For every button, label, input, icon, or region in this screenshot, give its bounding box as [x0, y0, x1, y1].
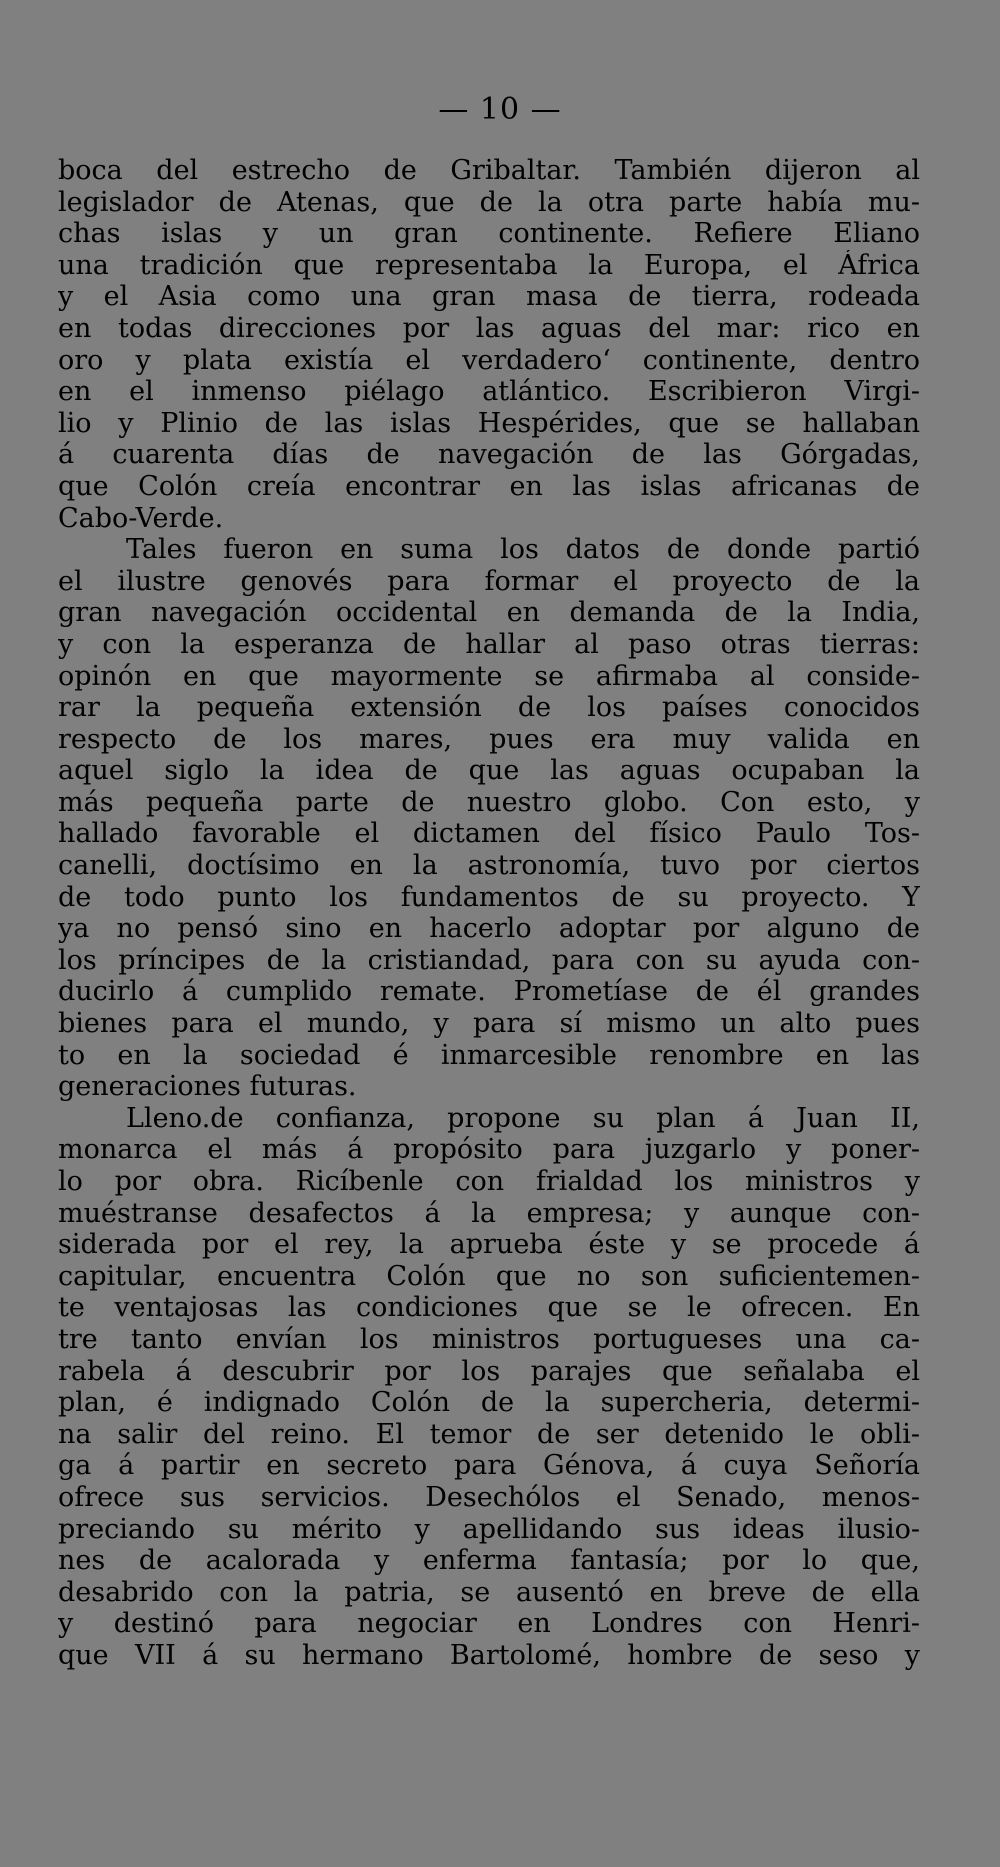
text-line: chas islas y un gran continente. Refiere Eliano	[58, 218, 920, 250]
text-line: preciando su mérito y apellidando sus ideas ilusio-	[58, 1513, 920, 1545]
text-line: na salir del reino. El temor de ser detenido le obli-	[58, 1418, 920, 1450]
text-line: lio y Plinio de las islas Hespérides, que se hallaban	[58, 407, 920, 439]
text-line: el ilustre genovés para formar el proyecto de la	[58, 565, 920, 597]
text-line: Cabo-Verde.	[58, 502, 224, 534]
text-line: muéstranse desafectos á la empresa; y aunque con-	[58, 1197, 920, 1229]
paragraph	[58, 155, 920, 534]
text-line: los príncipes de la cristiandad, para con su ayuda con-	[58, 944, 920, 976]
text-line: Lleno.de confianza, propone su plan á Juan II,	[126, 1102, 920, 1134]
text-line: plan, é indignado Colón de la supercheria, determi-	[58, 1387, 920, 1419]
text-line: desabrido con la patria, se ausentó en breve de ella	[58, 1576, 920, 1608]
text-line: hallado favorable el dictamen del físico Paulo Tos-	[58, 818, 920, 850]
text-line: y con la esperanza de hallar al paso otras tierras:	[58, 628, 920, 660]
text-line: opinón en que mayormente se afirmaba al conside-	[58, 660, 920, 692]
text-line: ducirlo á cumplido remate. Prometíase de él grandes	[58, 976, 920, 1008]
text-line: y el Asia como una gran masa de tierra, rodeada	[58, 281, 920, 313]
text-line: generaciones futuras.	[58, 1071, 357, 1103]
text-line: lo por obra. Ricíbenle con frialdad los ministros y	[58, 1166, 920, 1197]
text-line: rar la pequeña extensión de los países conocidos	[58, 692, 920, 724]
text-line: más pequeña parte de nuestro globo. Con esto, y	[58, 786, 920, 818]
text-line: ya no pensó sino en hacerlo adoptar por alguno de	[58, 913, 920, 945]
text-line: gran navegación occidental en demanda de la India,	[58, 597, 920, 629]
text-line: oro y plata existía el verdadero‘ continente, dentro	[58, 344, 920, 376]
text-line: te ventajosas las condiciones que se le ofrecen. En	[58, 1292, 920, 1324]
text-line: á cuarenta días de navegación de las Górgadas,	[58, 439, 920, 471]
text-line: nes de acalorada y enferma fantasía; por lo que,	[58, 1545, 920, 1577]
text-line: canelli, doctísimo en la astronomía, tuvo por ciertos	[58, 850, 920, 882]
text-line: siderada por el rey, la aprueba éste y se procede á	[58, 1229, 920, 1261]
paragraph	[58, 1103, 920, 1672]
text-line: ga á partir en secreto para Génova, á cuya Señoría	[58, 1450, 920, 1482]
text-line: tre tanto envían los ministros portugueses una ca-	[58, 1323, 920, 1355]
text-line: aquel siglo la idea de que las aguas ocupaban la	[58, 755, 920, 787]
text-line: en todas direcciones por las aguas del mar: rico en	[58, 312, 920, 344]
text-line: bienes para el mundo, y para sí mismo un alto pues	[58, 1008, 920, 1040]
body-text	[58, 155, 920, 1672]
text-line: en el inmenso piélago atlántico. Escribieron Virgi-	[58, 376, 920, 408]
text-line: legislador de Atenas, que de la otra parte había mu-	[58, 186, 920, 218]
text-line: capitular, encuentra Colón que no son suficientemen-	[58, 1260, 920, 1292]
text-line: una tradición que representaba la Europa, el África	[58, 249, 920, 281]
text-line: monarca el más á propósito para juzgarlo y poner-	[58, 1134, 920, 1166]
text-line: to en la sociedad é inmarcesible renombre en las	[58, 1039, 920, 1071]
text-line: boca del estrecho de Gribaltar. También dijeron al	[58, 155, 920, 186]
page-number: — 10 —	[438, 92, 562, 127]
text-line: ofrece sus servicios. Desechólos el Senado, menos-	[58, 1481, 920, 1513]
text-line: que Colón creía encontrar en las islas africanas de	[58, 470, 920, 502]
text-line: de todo punto los fundamentos de su proyecto. Y	[58, 881, 920, 913]
text-line: Tales fueron en suma los datos de donde partió	[126, 534, 920, 566]
text-line: rabela á descubrir por los parajes que señalaba el	[58, 1355, 920, 1387]
paragraph	[58, 534, 920, 1103]
text-line: que VII á su hermano Bartolomé, hombre de seso y	[58, 1639, 920, 1671]
text-line: respecto de los mares, pues era muy valida en	[58, 723, 920, 755]
text-line: y destinó para negociar en Londres con Henri-	[58, 1608, 920, 1640]
